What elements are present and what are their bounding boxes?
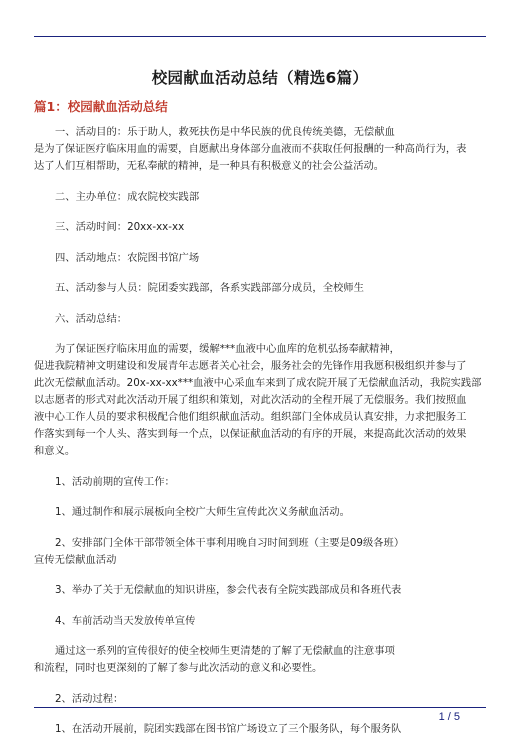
paragraph-line: 作落实到每一个人头、落实到每一个点，以保证献血活动的有序的开展，来提高此次活动的效果 [34,428,467,440]
paragraph-line: 此次无偿献血活动。20x-xx-xx***血液中心采血车来到了成农院开展了无偿献血活动，我院实践部 [34,377,482,389]
paragraph-line: 达了人们互相帮助，无私奉献的精神，是一种具有积极意义的社会公益活动。 [34,160,385,172]
paragraph-line: 二、主办单位：成农院校实践部 [55,190,200,203]
paragraph [34,504,486,521]
paragraph [34,341,486,460]
paragraph-line: 1、活动前期的宣传工作： [55,475,175,488]
paragraph-line: 通过这一系列的宣传很好的使全校师生更清楚的了解了无偿献血的注意事项 [55,645,395,657]
paragraph-line: 2、活动过程： [55,692,124,705]
paragraph [34,582,486,599]
paragraph [34,474,486,491]
document-title: 校园献血活动总结（精选6篇） [151,69,369,87]
paragraph [34,250,486,267]
paragraph-line: 3、举办了关于无偿献血的知识讲座，参会代表有全院实践部成员和各班代表 [55,584,402,596]
paragraph-line: 以志愿者的形式对此次活动开展了组织和策划，对此次活动的全程开展了无偿服务。我们按照血 [34,394,467,406]
paragraph [34,691,486,708]
paragraph [34,613,486,630]
paragraph-line: 和流程，同时也更深刻的了解了参与此次活动的意义和必要性。 [34,662,323,674]
paragraph-line: 和意义。 [34,445,76,457]
footer-rule [34,707,486,708]
paragraph [34,219,486,236]
paragraph-line: 六、活动总结： [55,312,128,325]
paragraph-line: 2、安排部门全体干部带领全体干事利用晚自习时间到班（主要是09级各班） [55,536,405,549]
paragraph [34,535,486,569]
paragraph-line: 1、在活动开展前，院团实践部在图书馆广场设立了三个服务队，每个服务队 [55,723,402,735]
paragraph [34,124,486,175]
page-indicator: 1 / 5 [438,711,460,723]
paragraph-line: 液中心工作人员的要求积极配合他们组织献血活动。组织部门全体成员认真安排，力求把服务工 [34,411,467,423]
paragraph [34,189,486,206]
paragraph-line: 四、活动地点：农院图书馆广场 [55,251,200,264]
paragraph-line: 宣传无偿献血活动 [34,553,117,566]
paragraph [34,311,486,328]
paragraph-line: 五、活动参与人员：院团委实践部，各系实践部部分成员，全校师生 [55,282,364,294]
paragraph-line: 是为了保证医疗临床用血的需要，自愿献出身体部分血液而不获取任何报酬的一种高尚行为，表 [34,143,467,155]
paragraph [34,280,486,297]
paragraph [34,721,486,738]
paragraph-line: 4、车前活动当天发放传单宣传 [55,614,196,627]
paragraph [34,643,486,677]
paragraph-line: 促进我院精神文明建设和发展青年志愿者关心社会，服务社会的先锋作用我愿积极组织并参与了 [34,360,467,372]
paragraph-line: 一、活动目的：乐于助人，救死扶伤是中华民族的优良传统美德，无偿献血 [55,126,395,138]
paragraph-line: 为了保证医疗临床用血的需要，缓解***血液中心血库的危机弘扬奉献精神， [55,343,400,355]
paragraph-line: 1、通过制作和展示展板向全校广大师生宣传此次义务献血活动。 [55,506,350,518]
paragraph-line: 三、活动时间：20xx-xx-xx [55,221,185,233]
document-body [34,124,486,752]
section-heading: 篇1：校园献血活动总结 [34,99,168,114]
header-rule [34,36,486,37]
